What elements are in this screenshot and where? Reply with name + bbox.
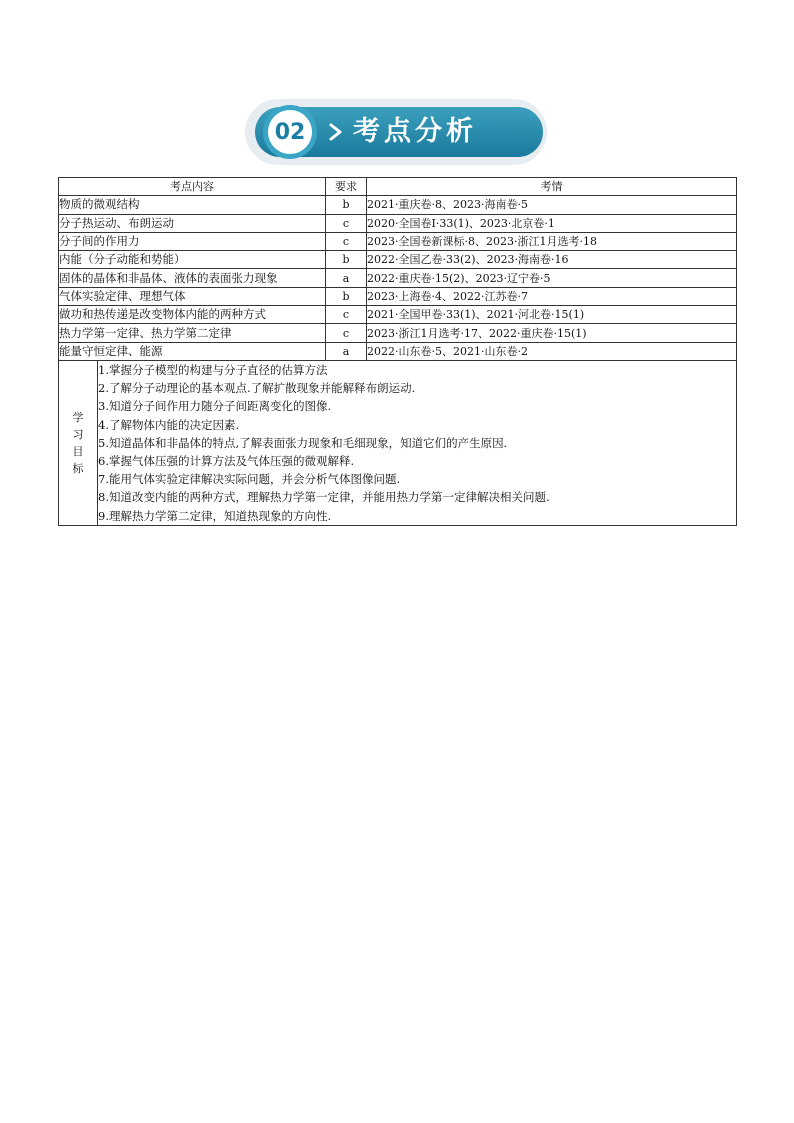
requirement-cell: b [326,287,367,305]
goal-item: 1.掌握分子模型的构建与分子直径的估算方法 [98,362,328,377]
topic-cell: 做功和热传递是改变物体内能的两种方式 [59,306,326,324]
goal-item: 4.了解物体内能的决定因素. [98,417,240,432]
table-row [59,287,737,305]
goal-item: 5.知道晶体和非晶体的特点,了解表面张力现象和毛细现象，知道它们的产生原因. [98,435,508,450]
table-row [59,324,737,342]
exam-cell: 2020·全国卷Ⅰ·33(1)、2023·北京卷·1 [367,214,737,232]
requirement-cell: b [326,251,367,269]
table-row [59,251,737,269]
section-banner [245,99,547,165]
banner-number-circle [268,110,312,154]
table-row [59,269,737,287]
goal-item: 8.知道改变内能的两种方式，理解热力学第一定律，并能用热力学第一定律解决相关问题. [98,490,550,505]
topic-cell: 分子热运动、布朗运动 [59,214,326,232]
goal-item: 2.了解分子动理论的基本观点.了解扩散现象并能解释布朗运动. [98,381,416,396]
table-row [59,232,737,250]
section-title: 考点分析 [353,116,477,147]
learning-goals-row [59,360,737,525]
topic-cell: 热力学第一定律、热力学第二定律 [59,324,326,342]
table-row [59,214,737,232]
goals-label-char: 学 [72,410,84,424]
exam-cell: 2023·上海卷·4、2022·江苏卷·7 [367,287,737,305]
topic-cell: 内能（分子动能和势能） [59,251,326,269]
goals-label-char: 标 [72,461,84,475]
goals-label-char: 习 [72,427,84,441]
exam-cell: 2021·重庆卷·8、2023·海南卷·5 [367,196,737,214]
exam-cell: 2021·全国甲卷·33(1)、2021·河北卷·15(1) [367,306,737,324]
requirement-cell: c [326,214,367,232]
requirement-cell: c [326,306,367,324]
exam-cell: 2022·重庆卷·15(2)、2023·辽宁卷·5 [367,269,737,287]
exam-cell: 2022·全国乙卷·33(2)、2023·海南卷·16 [367,251,737,269]
table-row [59,306,737,324]
requirement-cell: a [326,269,367,287]
table-row [59,342,737,360]
goal-item: 6.掌握气体压强的计算方法及气体压强的微观解释. [98,453,355,468]
topic-cell: 能量守恒定律、能源 [59,342,326,360]
exam-cell: 2022·山东卷·5、2021·山东卷·2 [367,342,737,360]
chevron-right-icon [329,123,343,141]
requirement-cell: c [326,324,367,342]
exam-points-table [58,177,737,526]
topic-cell: 分子间的作用力 [59,232,326,250]
section-number: 02 [274,119,306,145]
header-exam-record: 考情 [367,178,737,196]
learning-goals-label [59,360,98,525]
topic-cell: 物质的微观结构 [59,196,326,214]
goal-item: 7.能用气体实验定律解决实际问题，并会分析气体图像问题. [98,472,401,487]
goal-item: 9.理解热力学第二定律，知道热现象的方向性. [98,508,332,523]
exam-cell: 2023·浙江1月选考·17、2022·重庆卷·15(1) [367,324,737,342]
header-requirement: 要求 [326,178,367,196]
topic-cell: 气体实验定律、理想气体 [59,287,326,305]
requirement-cell: b [326,196,367,214]
requirement-cell: c [326,232,367,250]
topic-cell: 固体的晶体和非晶体、液体的表面张力现象 [59,269,326,287]
goal-item: 3.知道分子间作用力随分子间距离变化的图像. [98,399,332,414]
header-topic: 考点内容 [59,178,326,196]
exam-cell: 2023·全国卷新课标·8、2023·浙江1月选考·18 [367,232,737,250]
learning-goals-list [98,360,737,525]
requirement-cell: a [326,342,367,360]
table-row [59,196,737,214]
table-header-row [59,178,737,196]
goals-label-char: 目 [72,444,84,458]
